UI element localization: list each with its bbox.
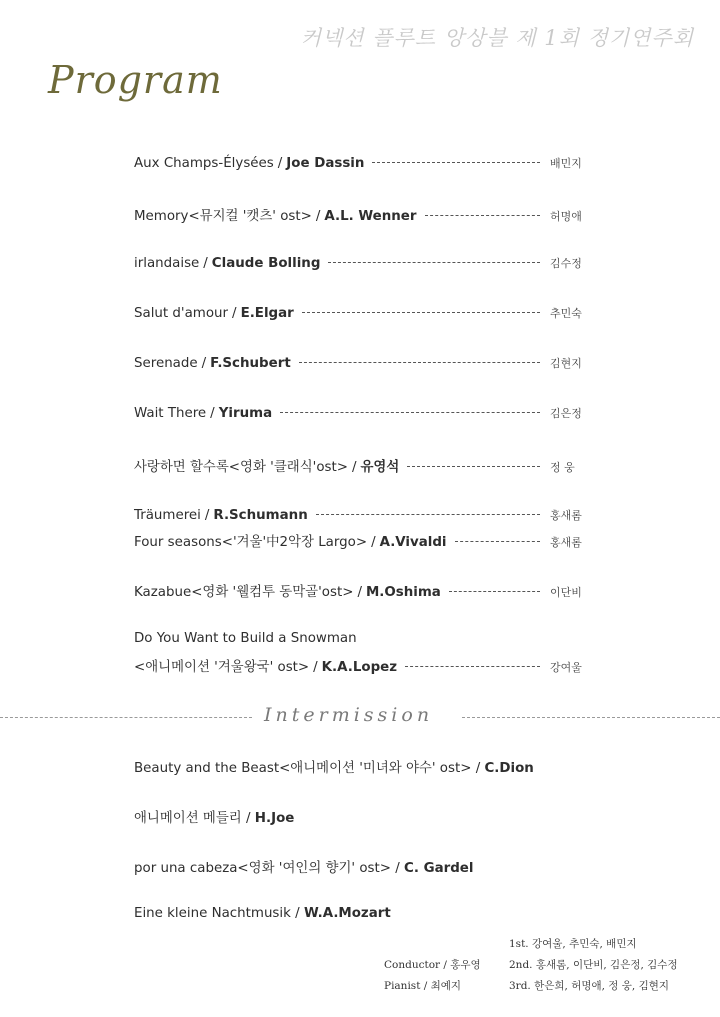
piece-title: Eine kleine Nachtmusik <box>134 906 291 921</box>
performer: 이단비 <box>550 586 582 599</box>
program-row <box>134 155 586 171</box>
piece-title: por una cabeza<영화 '여인의 향기' ost> <box>134 861 391 876</box>
flute-2nd-credit: 2nd. 홍새롬, 이단비, 김은정, 김수정 <box>509 959 678 971</box>
composer: A.Vivaldi <box>379 535 447 550</box>
dotted-leader <box>299 361 540 363</box>
composer: C. Gardel <box>404 861 474 876</box>
dotted-leader <box>449 590 540 592</box>
program-row <box>134 507 586 523</box>
performer: 김은정 <box>550 407 582 420</box>
composer: W.A.Mozart <box>303 906 391 921</box>
piece-title: irlandaise <box>134 256 200 271</box>
intermission-label: Intermission <box>264 704 434 726</box>
separator: / <box>277 156 283 171</box>
separator: / <box>351 460 357 475</box>
program-row <box>134 757 534 776</box>
composer: H.Joe <box>254 811 295 826</box>
composer: F.Schubert <box>210 356 291 371</box>
program-row <box>134 405 586 421</box>
piece-title: Serenade <box>134 356 198 371</box>
program-row <box>134 531 586 550</box>
performer: 허명애 <box>550 210 582 223</box>
divider-line-left <box>0 717 252 718</box>
piece-title: 애니메이션 메들리 <box>134 811 242 826</box>
composer: M.Oshima <box>365 585 441 600</box>
piece-title: Träumerei <box>134 508 201 523</box>
performer: 김수정 <box>550 257 582 270</box>
separator: / <box>357 585 362 600</box>
separator: / <box>203 256 208 271</box>
dotted-leader <box>407 465 540 467</box>
piece-title: Wait There <box>134 406 207 421</box>
program-row <box>134 205 586 224</box>
program-row <box>134 255 586 271</box>
separator: / <box>201 356 207 371</box>
intermission-divider <box>0 706 720 730</box>
piece-title: Salut d'amour <box>134 306 229 321</box>
piece-title: Aux Champs-Élysées <box>134 156 274 171</box>
flute-1st-credit: 1st. 강여울, 추민숙, 배민지 <box>509 938 637 950</box>
piece-title: Beauty and the Beast<애니메이션 '미녀와 야수' ost> <box>134 761 472 776</box>
piece-title: <애니메이션 '겨울왕국' ost> <box>134 660 310 675</box>
performer: 홍새롬 <box>550 509 582 522</box>
divider-line-right <box>462 717 720 718</box>
program-row <box>134 656 586 675</box>
performer: 정 웅 <box>550 461 575 474</box>
flute-3rd-credit: 3rd. 한은희, 허명애, 정 웅, 김현지 <box>509 980 670 992</box>
piece-title: Kazabue<영화 '웰컴투 동막골'ost> <box>134 585 354 600</box>
dotted-leader <box>316 513 540 515</box>
composer: A.L. Wenner <box>324 209 417 224</box>
program-heading: Program <box>48 58 223 102</box>
performer: 홍새롬 <box>550 536 582 549</box>
piece-title-line: Do You Want to Build a Snowman <box>134 631 357 646</box>
concert-title: 커넥션 플루트 앙상블 제 1회 정기연주회 <box>300 26 694 50</box>
dotted-leader <box>280 411 540 413</box>
composer: Yiruma <box>218 406 273 421</box>
performer: 추민숙 <box>550 307 582 320</box>
program-row <box>134 355 586 371</box>
dotted-leader <box>328 261 540 263</box>
separator: / <box>246 811 251 826</box>
composer: Claude Bolling <box>211 256 321 271</box>
dotted-leader <box>372 161 540 163</box>
conductor-credit: Conductor / 홍우영 <box>384 959 481 971</box>
program-row <box>134 857 473 876</box>
composer: E.Elgar <box>240 306 294 321</box>
dotted-leader <box>425 214 541 216</box>
pianist-credit: Pianist / 최예지 <box>384 980 462 992</box>
separator: / <box>232 306 237 321</box>
performer: 김현지 <box>550 357 582 370</box>
separator: / <box>315 209 321 224</box>
piece-title: Four seasons<'겨울'中2악장 Largo> <box>134 535 368 550</box>
separator: / <box>210 406 215 421</box>
dotted-leader <box>302 311 540 313</box>
program-row <box>134 807 294 826</box>
separator: / <box>204 508 210 523</box>
composer: 유영석 <box>360 460 400 475</box>
piece-title: Memory<뮤지컬 '캣츠' ost> <box>134 209 312 224</box>
composer: K.A.Lopez <box>321 660 398 675</box>
performer: 배민지 <box>550 157 582 170</box>
program-row <box>134 305 586 321</box>
program-row <box>134 581 586 600</box>
separator: / <box>475 761 481 776</box>
performer: 강여울 <box>550 661 582 674</box>
separator: / <box>313 660 318 675</box>
program-row <box>134 456 586 475</box>
dotted-leader <box>405 665 540 667</box>
composer: R.Schumann <box>213 508 308 523</box>
dotted-leader <box>455 540 540 542</box>
piece-title: 사랑하면 할수록<영화 '클래식'ost> <box>134 460 348 475</box>
composer: Joe Dassin <box>286 156 365 171</box>
composer: C.Dion <box>484 761 534 776</box>
program-row <box>134 906 391 921</box>
separator: / <box>295 906 300 921</box>
separator: / <box>395 861 400 876</box>
separator: / <box>371 535 376 550</box>
